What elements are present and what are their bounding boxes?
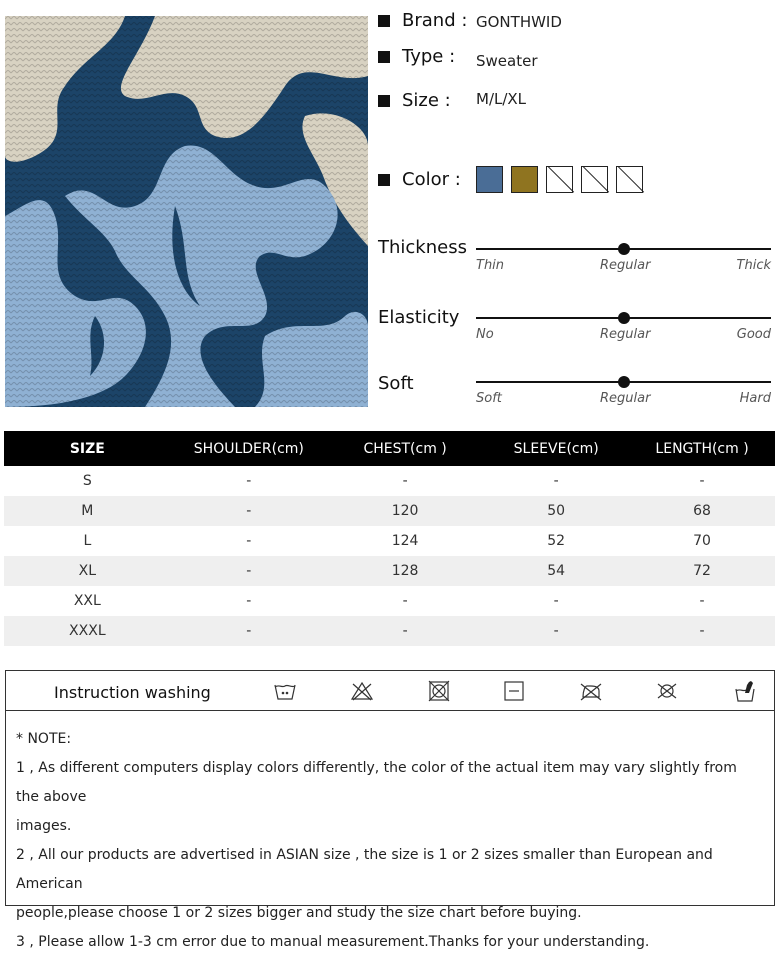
thickness-scale	[476, 241, 771, 281]
bullet-icon	[378, 51, 390, 63]
bullet-icon	[378, 174, 390, 186]
swatch-empty	[581, 166, 608, 193]
elasticity-min-label: No	[476, 327, 494, 342]
table-row	[4, 556, 775, 586]
cell-size: M	[4, 496, 171, 526]
header-chest: CHEST(cm )	[327, 431, 483, 466]
thickness-mid-label: Regular	[600, 258, 651, 273]
cell-chest: -	[402, 593, 408, 609]
cell-shoulder: -	[171, 556, 327, 586]
color-swatches	[476, 166, 643, 193]
scale-marker	[618, 312, 630, 324]
size-chart-table	[4, 431, 775, 646]
header-length: LENGTH(cm )	[629, 431, 775, 466]
color-row	[378, 169, 488, 190]
type-label: Type :	[402, 46, 456, 67]
cell-sleeve: 50	[483, 496, 629, 526]
scale-marker	[618, 243, 630, 255]
cell-chest: 120	[327, 496, 483, 526]
elasticity-scale	[476, 310, 771, 350]
hand-wash-icon	[273, 679, 297, 703]
table-row	[4, 586, 775, 616]
size-row	[378, 90, 527, 111]
thickness-max-label: Thick	[736, 258, 771, 273]
soft-label: Soft	[378, 373, 414, 394]
size-label: Size :	[402, 90, 451, 111]
table-header-row	[4, 431, 775, 466]
flame-knit-pattern	[5, 16, 368, 407]
cell-length: 70	[693, 533, 711, 549]
cell-shoulder: -	[171, 496, 327, 526]
swatch-empty	[616, 166, 643, 193]
table-row	[4, 466, 775, 496]
cell-length: -	[699, 593, 705, 609]
cell-sleeve: -	[483, 616, 629, 646]
cell-length: -	[629, 616, 775, 646]
cell-chest: 128	[327, 556, 483, 586]
header-shoulder: SHOULDER(cm)	[171, 431, 327, 466]
no-tumble-dry-icon	[427, 679, 451, 703]
note-line: people,please choose 1 or 2 sizes bigger and study the size chart before buying.	[16, 905, 582, 921]
cell-shoulder: -	[171, 616, 327, 646]
cell-length: -	[699, 473, 705, 489]
note-line: 3 , Please allow 1-3 cm error due to manual measurement.Thanks for your understanding.	[16, 934, 650, 950]
cell-length: 72	[629, 556, 775, 586]
cell-sleeve: -	[553, 473, 559, 489]
cell-size: L	[83, 533, 92, 549]
cell-sleeve: 52	[547, 533, 566, 549]
type-row	[378, 46, 538, 70]
product-photo	[5, 16, 368, 407]
swatch-empty	[546, 166, 573, 193]
cell-chest: 124	[391, 533, 419, 549]
table-row	[4, 496, 775, 526]
elasticity-mid-label: Regular	[600, 327, 651, 342]
size-value: M/L/XL	[476, 90, 527, 108]
cell-sleeve: 54	[483, 556, 629, 586]
color-label: Color :	[402, 169, 461, 190]
note-line: 2 , All our products are advertised in ASIAN size , the size is 1 or 2 sizes smaller than European and American	[16, 847, 713, 892]
no-dry-clean-icon	[655, 679, 679, 703]
cell-chest: -	[402, 473, 408, 489]
cell-size: XL	[4, 556, 171, 586]
brand-row	[378, 10, 562, 31]
header-sleeve: SLEEVE(cm)	[483, 431, 629, 466]
cell-size: XXL	[73, 593, 101, 609]
notes-section	[6, 711, 774, 957]
table-row	[4, 526, 775, 556]
soft-max-label: Hard	[739, 391, 771, 406]
washing-instructions-header	[6, 671, 774, 711]
bullet-icon	[378, 15, 390, 27]
scale-marker	[618, 376, 630, 388]
soft-scale	[476, 374, 771, 414]
flat-dry-icon	[502, 679, 526, 703]
thickness-label: Thickness	[378, 237, 467, 258]
notes-heading: * NOTE:	[16, 731, 72, 747]
thickness-min-label: Thin	[476, 258, 505, 273]
care-notes-box	[5, 670, 775, 950]
header-size: SIZE	[4, 431, 171, 466]
soft-mid-label: Regular	[600, 391, 651, 406]
brand-value: GONTHWID	[476, 13, 562, 31]
cell-size: XXXL	[4, 616, 171, 646]
no-iron-icon	[579, 679, 603, 703]
swatch-blue[interactable]	[476, 166, 503, 193]
cell-chest: -	[327, 616, 483, 646]
soft-min-label: Soft	[476, 391, 502, 406]
elasticity-max-label: Good	[736, 327, 771, 342]
cell-shoulder: -	[246, 593, 252, 609]
type-value: Sweater	[476, 52, 538, 70]
elasticity-label: Elasticity	[378, 307, 460, 328]
no-bleach-icon	[350, 679, 374, 703]
hand-wash-only-icon	[733, 679, 757, 703]
cell-length: 68	[629, 496, 775, 526]
cell-shoulder: -	[246, 473, 252, 489]
bullet-icon	[378, 95, 390, 107]
swatch-olive[interactable]	[511, 166, 538, 193]
cell-sleeve: -	[553, 593, 559, 609]
brand-label: Brand :	[402, 10, 468, 31]
note-line: images.	[16, 818, 72, 834]
table-row	[4, 616, 775, 646]
note-line: 1 , As different computers display colors differently, the color of the actual item may vary slightly from the above	[16, 760, 737, 805]
cell-shoulder: -	[246, 533, 252, 549]
washing-title: Instruction washing	[54, 683, 211, 702]
cell-size: S	[82, 473, 92, 489]
